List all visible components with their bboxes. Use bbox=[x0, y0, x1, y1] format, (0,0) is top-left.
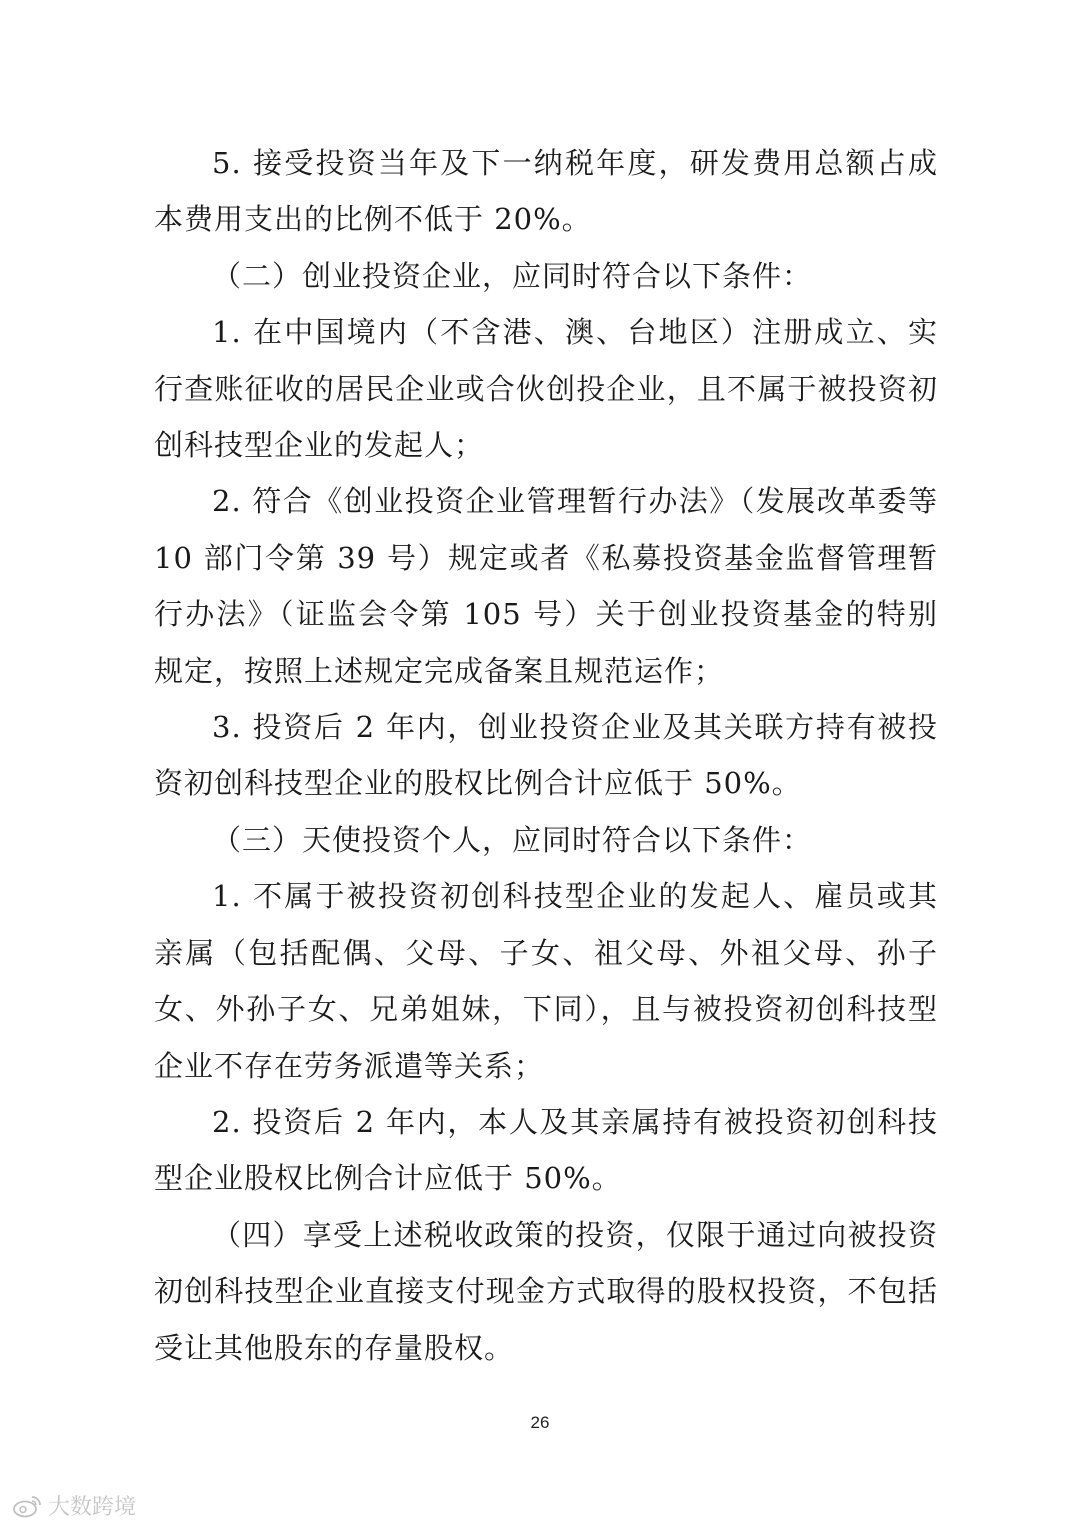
page-number: 26 bbox=[530, 1413, 550, 1432]
watermark bbox=[12, 1490, 136, 1521]
paragraph: （四）享受上述税收政策的投资，仅限于通过向被投资初创科技型企业直接支付现金方式取得的股权投资，不包括受让其他股东的存量股权。 bbox=[154, 1217, 938, 1365]
paragraph: 1. 在中国境内（不含港、澳、台地区）注册成立、实行查账征收的居民企业或合伙创投企业，且不属于被投资初创科技型企业的发起人； bbox=[154, 315, 938, 463]
paragraph: 2. 符合《创业投资企业管理暂行办法》（发展改革委等 10 部门令第 39 号）规定或者《私募投资基金监督管理暂行办法》（证监会令第 105 号）关于创业投资基金的特别规定，按照上述规定完成备案且规范运作； bbox=[154, 484, 938, 688]
document-body bbox=[154, 135, 938, 1376]
paragraph: （二）创业投资企业，应同时符合以下条件： bbox=[212, 258, 813, 293]
paragraph: 1. 不属于被投资初创科技型企业的发起人、雇员或其亲属（包括配偶、父母、子女、祖父母、外祖父母、孙子女、外孙子女、兄弟姐妹，下同），且与被投资初创科技型企业不存在劳务派遣等关系； bbox=[154, 879, 938, 1083]
paragraph: （三）天使投资个人，应同时符合以下条件： bbox=[212, 822, 813, 857]
weibo-logo-icon bbox=[12, 1494, 42, 1518]
paragraph: 2. 投资后 2 年内，本人及其亲属持有被投资初创科技型企业股权比例合计应低于 50%。 bbox=[154, 1104, 938, 1196]
watermark-text: 大数跨境 bbox=[48, 1495, 137, 1520]
paragraph: 3. 投资后 2 年内，创业投资企业及其关联方持有被投资初创科技型企业的股权比例合计应低于 50%。 bbox=[154, 710, 938, 801]
paragraph: 5. 接受投资当年及下一纳税年度，研发费用总额占成本费用支出的比例不低于 20%。 bbox=[154, 146, 938, 237]
